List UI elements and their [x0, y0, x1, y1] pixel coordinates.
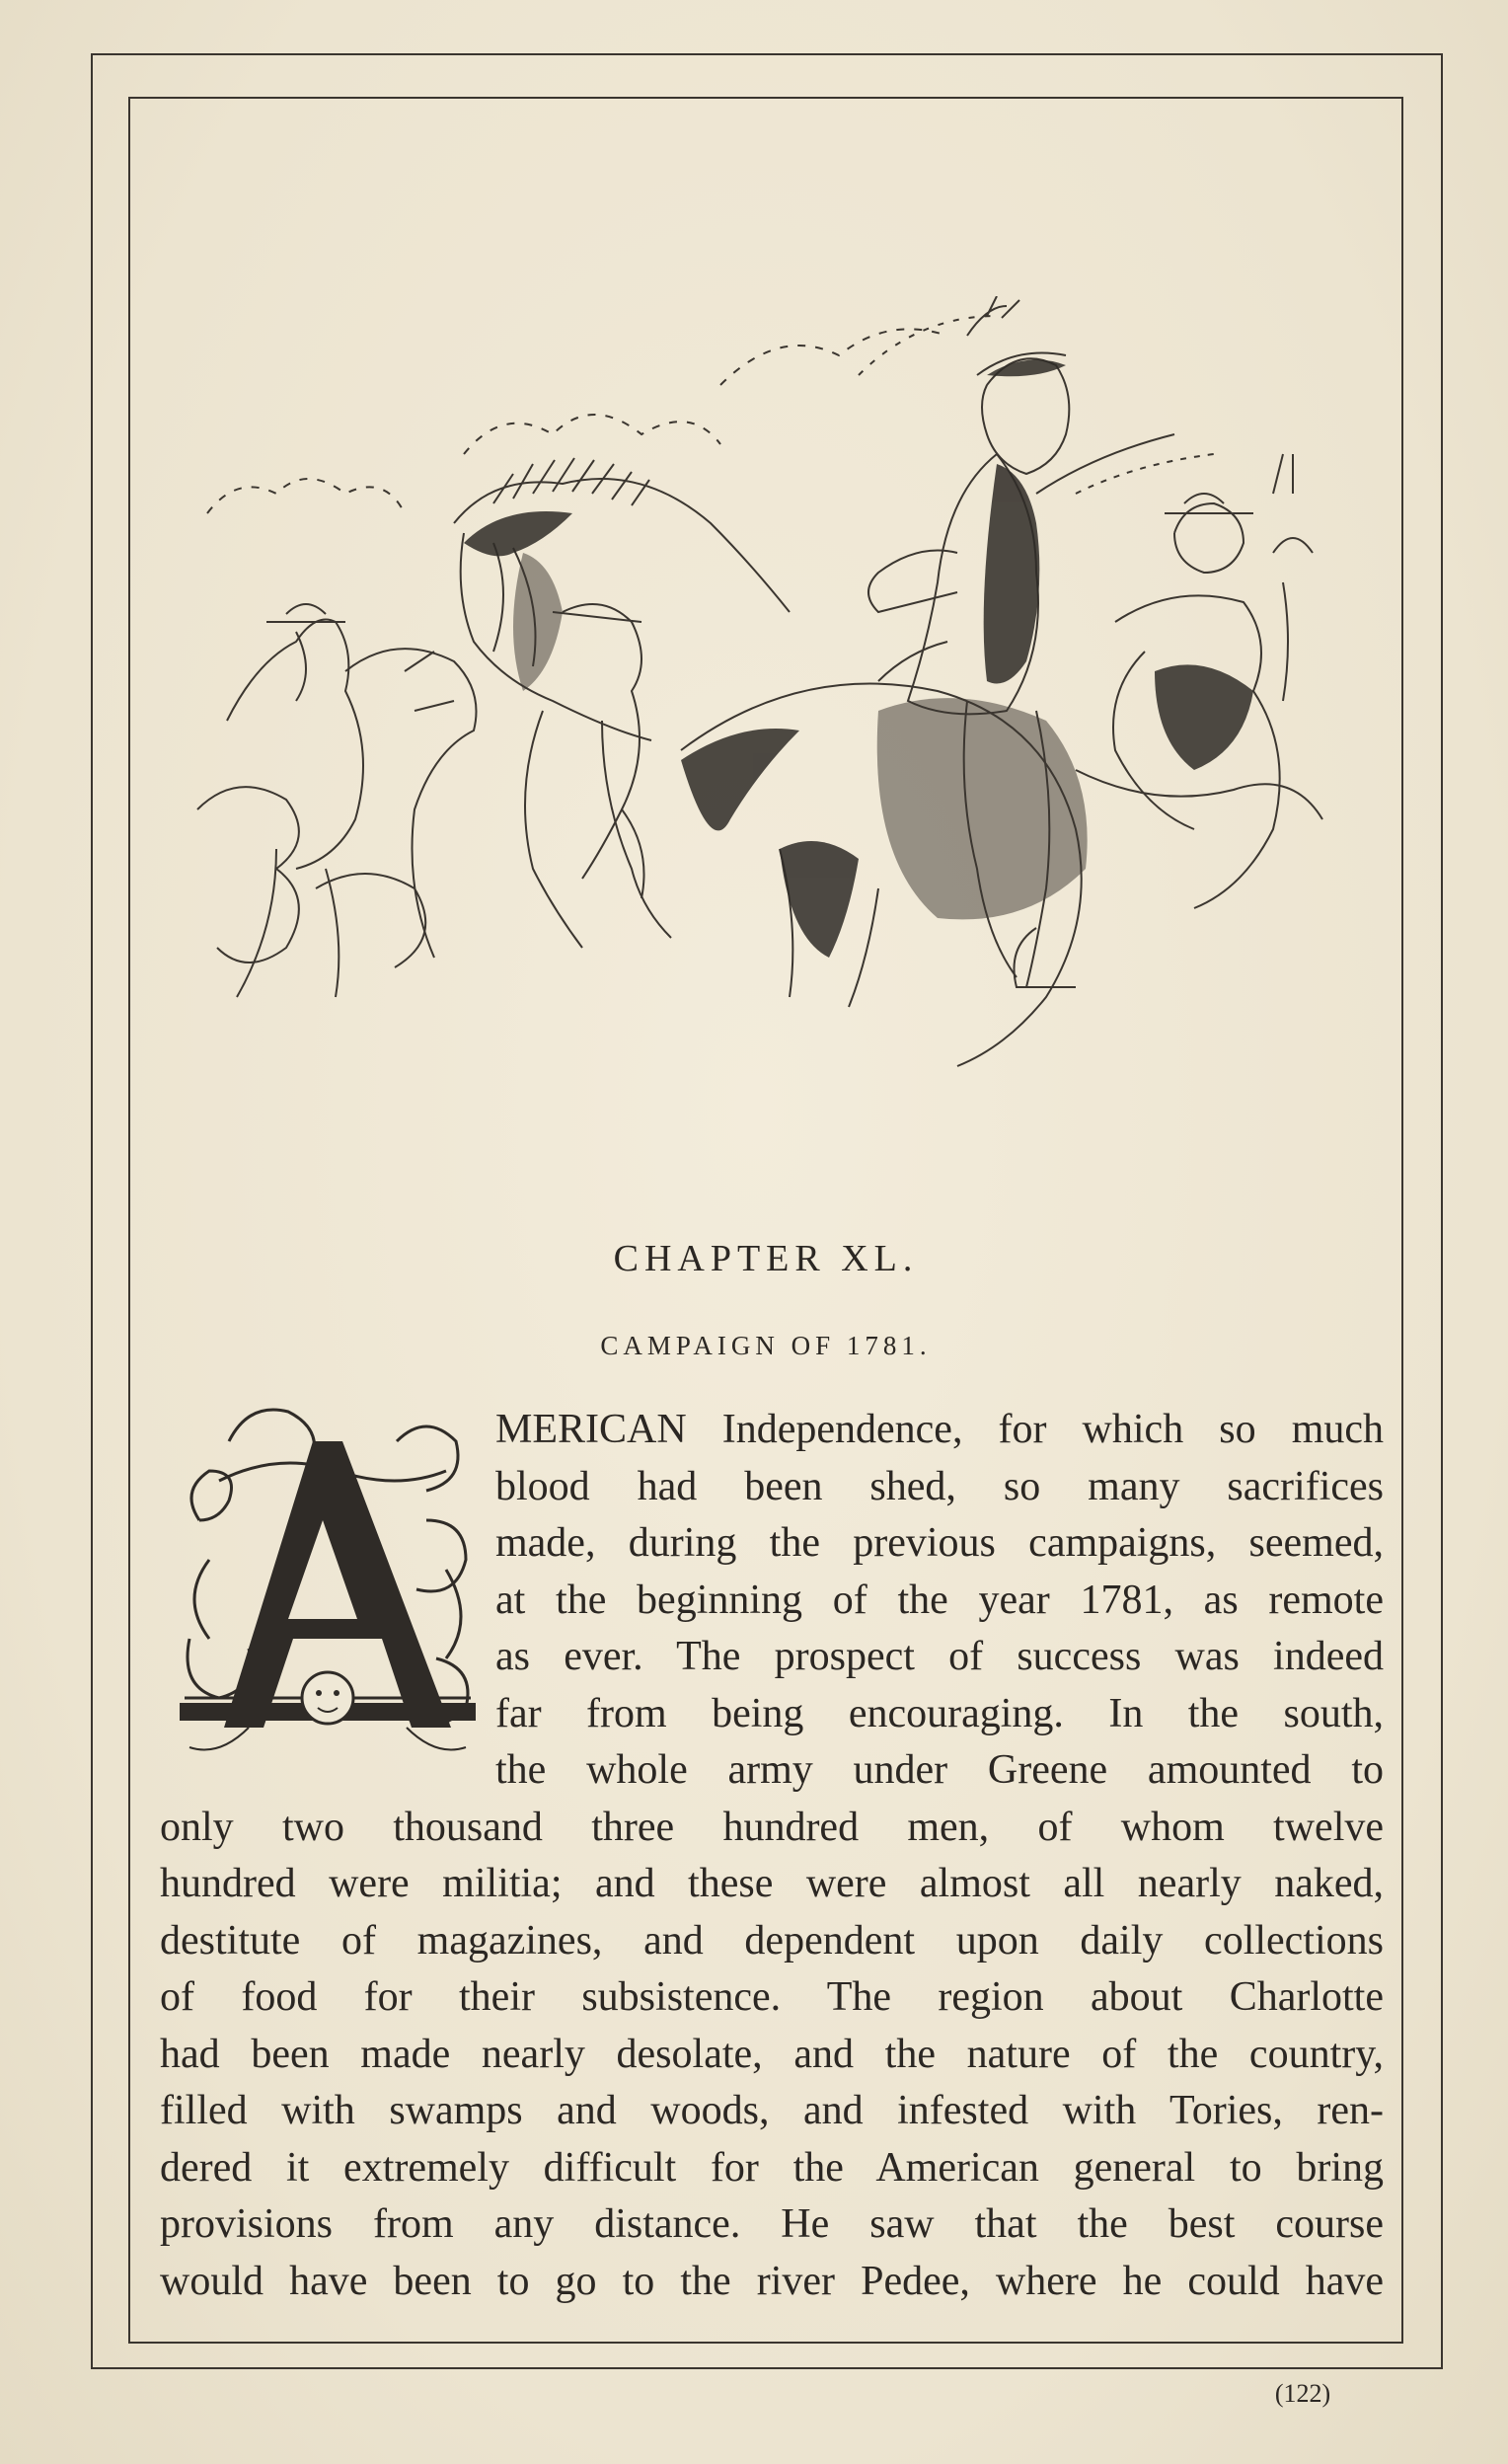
chapter-subtitle: CAMPAIGN OF 1781. — [600, 1331, 932, 1360]
text-line: far from being encouraging. In the south, — [495, 1690, 1384, 1736]
text-line: had been made nearly desolate, and the nature of the country, — [160, 2031, 1384, 2077]
text-line: filled with swamps and woods, and infested with Tories, ren- — [160, 2088, 1384, 2133]
text-line: the whole army under Greene amounted to — [495, 1747, 1384, 1793]
text-line: as ever. The prospect of success was indeed — [495, 1634, 1384, 1679]
text-line: only two thousand three hundred men, of whom twelve — [160, 1804, 1384, 1850]
text-line: hundred were militia; and these were almost all nearly naked, — [160, 1861, 1384, 1906]
text-line: would have been to go to the river Pedee, where he could have — [160, 2258, 1384, 2304]
engraving-officer-on-horseback-icon — [168, 296, 1372, 1116]
text-line: destitute of magazines, and dependent upon daily collections — [160, 1917, 1384, 1964]
page-number: (122) — [1274, 2379, 1331, 2408]
text-line: at the beginning of the year 1781, as remote — [495, 1577, 1384, 1623]
text-line: blood had been shed, so many sacrifices — [495, 1463, 1384, 1509]
text-line: provisions from any distance. He saw that the best course — [160, 2201, 1384, 2247]
text-line: of food for their subsistence. The region about Charlotte — [160, 1974, 1384, 2020]
body-text — [160, 1402, 1384, 2310]
text-line: made, during the previous campaigns, seemed, — [495, 1520, 1384, 1566]
text-line: MERICAN Independence, for which so much — [495, 1407, 1384, 1452]
text-line: dered it extremely difficult for the American general to bring — [160, 2144, 1384, 2191]
chapter-title: CHAPTER XL. — [613, 1238, 919, 1279]
